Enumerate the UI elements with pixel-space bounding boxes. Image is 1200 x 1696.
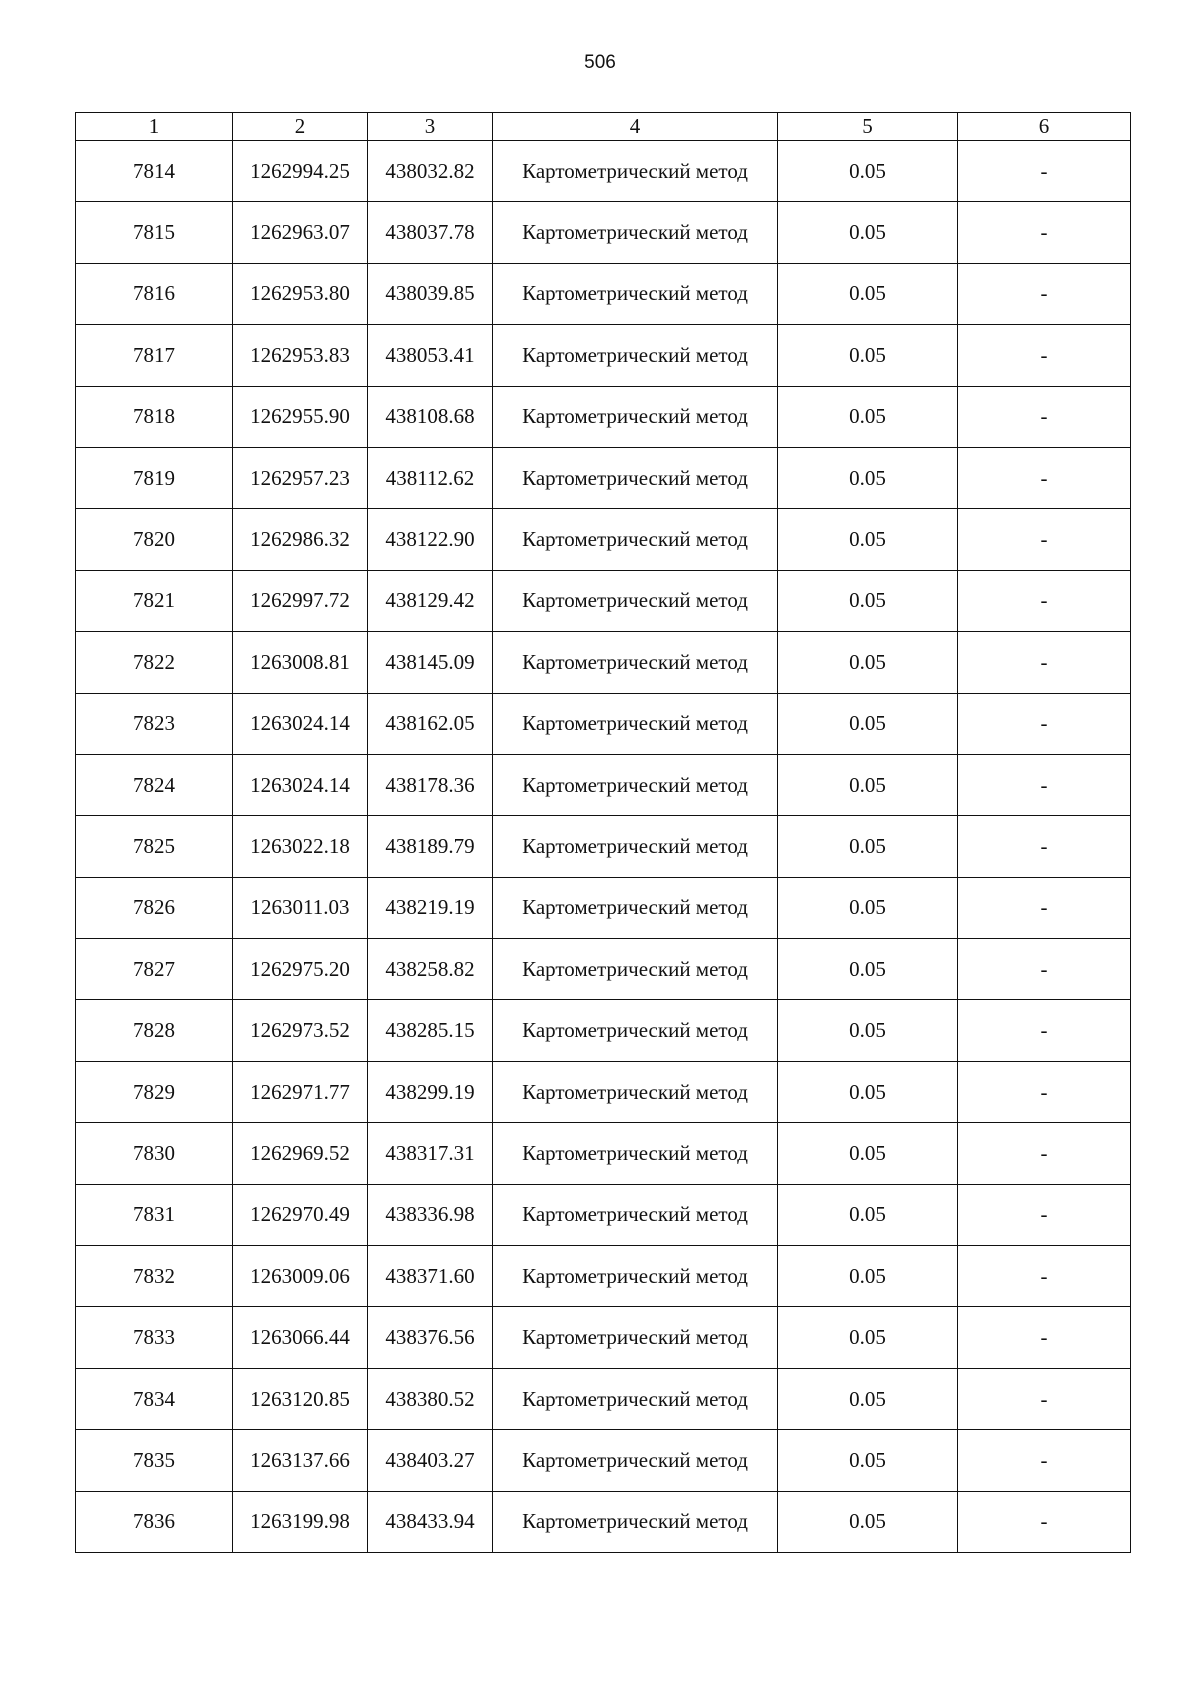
method-cell: Картометрический метод xyxy=(493,1246,778,1307)
y-coordinate-cell: 438108.68 xyxy=(368,386,493,447)
description-cell: - xyxy=(958,570,1131,631)
accuracy-cell: 0.05 xyxy=(778,1430,958,1491)
x-coordinate-cell: 1262953.80 xyxy=(233,263,368,324)
y-coordinate-cell: 438122.90 xyxy=(368,509,493,570)
y-coordinate-cell: 438189.79 xyxy=(368,816,493,877)
header-row xyxy=(76,113,1131,141)
method-cell: Картометрический метод xyxy=(493,1000,778,1061)
accuracy-cell: 0.05 xyxy=(778,386,958,447)
x-coordinate-cell: 1262969.52 xyxy=(233,1123,368,1184)
description-cell: - xyxy=(958,1491,1131,1552)
description-cell: - xyxy=(958,816,1131,877)
x-coordinate-cell: 1262997.72 xyxy=(233,570,368,631)
table-row xyxy=(76,1430,1131,1491)
y-coordinate-cell: 438037.78 xyxy=(368,202,493,263)
accuracy-cell: 0.05 xyxy=(778,141,958,202)
table-row xyxy=(76,632,1131,693)
description-cell: - xyxy=(958,1000,1131,1061)
table-row xyxy=(76,263,1131,324)
table-body xyxy=(76,141,1131,1553)
point-number-cell: 7816 xyxy=(76,263,233,324)
accuracy-cell: 0.05 xyxy=(778,325,958,386)
method-cell: Картометрический метод xyxy=(493,1307,778,1368)
method-cell: Картометрический метод xyxy=(493,939,778,1000)
method-cell: Картометрический метод xyxy=(493,1123,778,1184)
point-number-cell: 7818 xyxy=(76,386,233,447)
method-cell: Картометрический метод xyxy=(493,325,778,386)
table-row xyxy=(76,754,1131,815)
x-coordinate-cell: 1262970.49 xyxy=(233,1184,368,1245)
table-row xyxy=(76,447,1131,508)
x-coordinate-cell: 1263137.66 xyxy=(233,1430,368,1491)
table-row xyxy=(76,202,1131,263)
table-row xyxy=(76,141,1131,202)
table-row xyxy=(76,386,1131,447)
point-number-cell: 7826 xyxy=(76,877,233,938)
accuracy-cell: 0.05 xyxy=(778,939,958,1000)
method-cell: Картометрический метод xyxy=(493,509,778,570)
point-number-cell: 7820 xyxy=(76,509,233,570)
y-coordinate-cell: 438112.62 xyxy=(368,447,493,508)
description-cell: - xyxy=(958,202,1131,263)
method-cell: Картометрический метод xyxy=(493,202,778,263)
accuracy-cell: 0.05 xyxy=(778,263,958,324)
point-number-cell: 7836 xyxy=(76,1491,233,1552)
table-row xyxy=(76,325,1131,386)
x-coordinate-cell: 1263022.18 xyxy=(233,816,368,877)
point-number-cell: 7828 xyxy=(76,1000,233,1061)
accuracy-cell: 0.05 xyxy=(778,1184,958,1245)
method-cell: Картометрический метод xyxy=(493,570,778,631)
y-coordinate-cell: 438053.41 xyxy=(368,325,493,386)
point-number-cell: 7821 xyxy=(76,570,233,631)
description-cell: - xyxy=(958,1061,1131,1122)
y-coordinate-cell: 438145.09 xyxy=(368,632,493,693)
method-cell: Картометрический метод xyxy=(493,1430,778,1491)
x-coordinate-cell: 1263024.14 xyxy=(233,754,368,815)
point-number-cell: 7822 xyxy=(76,632,233,693)
accuracy-cell: 0.05 xyxy=(778,1061,958,1122)
description-cell: - xyxy=(958,1184,1131,1245)
y-coordinate-cell: 438285.15 xyxy=(368,1000,493,1061)
column-header: 5 xyxy=(778,113,958,141)
y-coordinate-cell: 438403.27 xyxy=(368,1430,493,1491)
accuracy-cell: 0.05 xyxy=(778,447,958,508)
method-cell: Картометрический метод xyxy=(493,1061,778,1122)
y-coordinate-cell: 438162.05 xyxy=(368,693,493,754)
description-cell: - xyxy=(958,141,1131,202)
description-cell: - xyxy=(958,1307,1131,1368)
point-number-cell: 7817 xyxy=(76,325,233,386)
accuracy-cell: 0.05 xyxy=(778,632,958,693)
table-header xyxy=(76,113,1131,141)
point-number-cell: 7830 xyxy=(76,1123,233,1184)
table-row xyxy=(76,1246,1131,1307)
y-coordinate-cell: 438032.82 xyxy=(368,141,493,202)
y-coordinate-cell: 438219.19 xyxy=(368,877,493,938)
x-coordinate-cell: 1262973.52 xyxy=(233,1000,368,1061)
method-cell: Картометрический метод xyxy=(493,386,778,447)
y-coordinate-cell: 438380.52 xyxy=(368,1368,493,1429)
point-number-cell: 7824 xyxy=(76,754,233,815)
accuracy-cell: 0.05 xyxy=(778,816,958,877)
accuracy-cell: 0.05 xyxy=(778,202,958,263)
table-row xyxy=(76,1184,1131,1245)
table-row xyxy=(76,1123,1131,1184)
accuracy-cell: 0.05 xyxy=(778,877,958,938)
description-cell: - xyxy=(958,877,1131,938)
description-cell: - xyxy=(958,447,1131,508)
column-header: 3 xyxy=(368,113,493,141)
table-row xyxy=(76,509,1131,570)
y-coordinate-cell: 438299.19 xyxy=(368,1061,493,1122)
column-header: 1 xyxy=(76,113,233,141)
accuracy-cell: 0.05 xyxy=(778,509,958,570)
method-cell: Картометрический метод xyxy=(493,816,778,877)
accuracy-cell: 0.05 xyxy=(778,1246,958,1307)
x-coordinate-cell: 1262955.90 xyxy=(233,386,368,447)
method-cell: Картометрический метод xyxy=(493,141,778,202)
x-coordinate-cell: 1263008.81 xyxy=(233,632,368,693)
description-cell: - xyxy=(958,263,1131,324)
description-cell: - xyxy=(958,693,1131,754)
accuracy-cell: 0.05 xyxy=(778,754,958,815)
column-header: 6 xyxy=(958,113,1131,141)
method-cell: Картометрический метод xyxy=(493,1491,778,1552)
table-row xyxy=(76,877,1131,938)
point-number-cell: 7814 xyxy=(76,141,233,202)
method-cell: Картометрический метод xyxy=(493,693,778,754)
accuracy-cell: 0.05 xyxy=(778,1000,958,1061)
method-cell: Картометрический метод xyxy=(493,447,778,508)
y-coordinate-cell: 438317.31 xyxy=(368,1123,493,1184)
x-coordinate-cell: 1262957.23 xyxy=(233,447,368,508)
y-coordinate-cell: 438258.82 xyxy=(368,939,493,1000)
table-row xyxy=(76,693,1131,754)
x-coordinate-cell: 1263024.14 xyxy=(233,693,368,754)
method-cell: Картометрический метод xyxy=(493,632,778,693)
point-number-cell: 7832 xyxy=(76,1246,233,1307)
x-coordinate-cell: 1263011.03 xyxy=(233,877,368,938)
accuracy-cell: 0.05 xyxy=(778,1307,958,1368)
description-cell: - xyxy=(958,386,1131,447)
point-number-cell: 7819 xyxy=(76,447,233,508)
x-coordinate-cell: 1262971.77 xyxy=(233,1061,368,1122)
description-cell: - xyxy=(958,1368,1131,1429)
x-coordinate-cell: 1262994.25 xyxy=(233,141,368,202)
method-cell: Картометрический метод xyxy=(493,1368,778,1429)
point-number-cell: 7831 xyxy=(76,1184,233,1245)
description-cell: - xyxy=(958,632,1131,693)
x-coordinate-cell: 1262986.32 xyxy=(233,509,368,570)
description-cell: - xyxy=(958,1123,1131,1184)
description-cell: - xyxy=(958,509,1131,570)
point-number-cell: 7833 xyxy=(76,1307,233,1368)
point-number-cell: 7825 xyxy=(76,816,233,877)
accuracy-cell: 0.05 xyxy=(778,1123,958,1184)
description-cell: - xyxy=(958,1430,1131,1491)
y-coordinate-cell: 438129.42 xyxy=(368,570,493,631)
description-cell: - xyxy=(958,939,1131,1000)
table-row xyxy=(76,939,1131,1000)
method-cell: Картометрический метод xyxy=(493,754,778,815)
y-coordinate-cell: 438433.94 xyxy=(368,1491,493,1552)
point-number-cell: 7823 xyxy=(76,693,233,754)
y-coordinate-cell: 438336.98 xyxy=(368,1184,493,1245)
point-number-cell: 7827 xyxy=(76,939,233,1000)
coordinates-table xyxy=(75,112,1131,1553)
table-row xyxy=(76,1061,1131,1122)
description-cell: - xyxy=(958,325,1131,386)
method-cell: Картометрический метод xyxy=(493,877,778,938)
accuracy-cell: 0.05 xyxy=(778,570,958,631)
x-coordinate-cell: 1263066.44 xyxy=(233,1307,368,1368)
table-row xyxy=(76,816,1131,877)
accuracy-cell: 0.05 xyxy=(778,1491,958,1552)
method-cell: Картометрический метод xyxy=(493,263,778,324)
y-coordinate-cell: 438039.85 xyxy=(368,263,493,324)
x-coordinate-cell: 1262975.20 xyxy=(233,939,368,1000)
y-coordinate-cell: 438371.60 xyxy=(368,1246,493,1307)
point-number-cell: 7834 xyxy=(76,1368,233,1429)
method-cell: Картометрический метод xyxy=(493,1184,778,1245)
table-row xyxy=(76,1000,1131,1061)
accuracy-cell: 0.05 xyxy=(778,1368,958,1429)
y-coordinate-cell: 438178.36 xyxy=(368,754,493,815)
point-number-cell: 7829 xyxy=(76,1061,233,1122)
x-coordinate-cell: 1263009.06 xyxy=(233,1246,368,1307)
point-number-cell: 7835 xyxy=(76,1430,233,1491)
table-row xyxy=(76,570,1131,631)
y-coordinate-cell: 438376.56 xyxy=(368,1307,493,1368)
x-coordinate-cell: 1263199.98 xyxy=(233,1491,368,1552)
description-cell: - xyxy=(958,1246,1131,1307)
column-header: 4 xyxy=(493,113,778,141)
point-number-cell: 7815 xyxy=(76,202,233,263)
x-coordinate-cell: 1262963.07 xyxy=(233,202,368,263)
description-cell: - xyxy=(958,754,1131,815)
table-row xyxy=(76,1368,1131,1429)
x-coordinate-cell: 1262953.83 xyxy=(233,325,368,386)
accuracy-cell: 0.05 xyxy=(778,693,958,754)
column-header: 2 xyxy=(233,113,368,141)
table-row xyxy=(76,1491,1131,1552)
x-coordinate-cell: 1263120.85 xyxy=(233,1368,368,1429)
table-row xyxy=(76,1307,1131,1368)
page-number: 506 xyxy=(584,52,616,73)
